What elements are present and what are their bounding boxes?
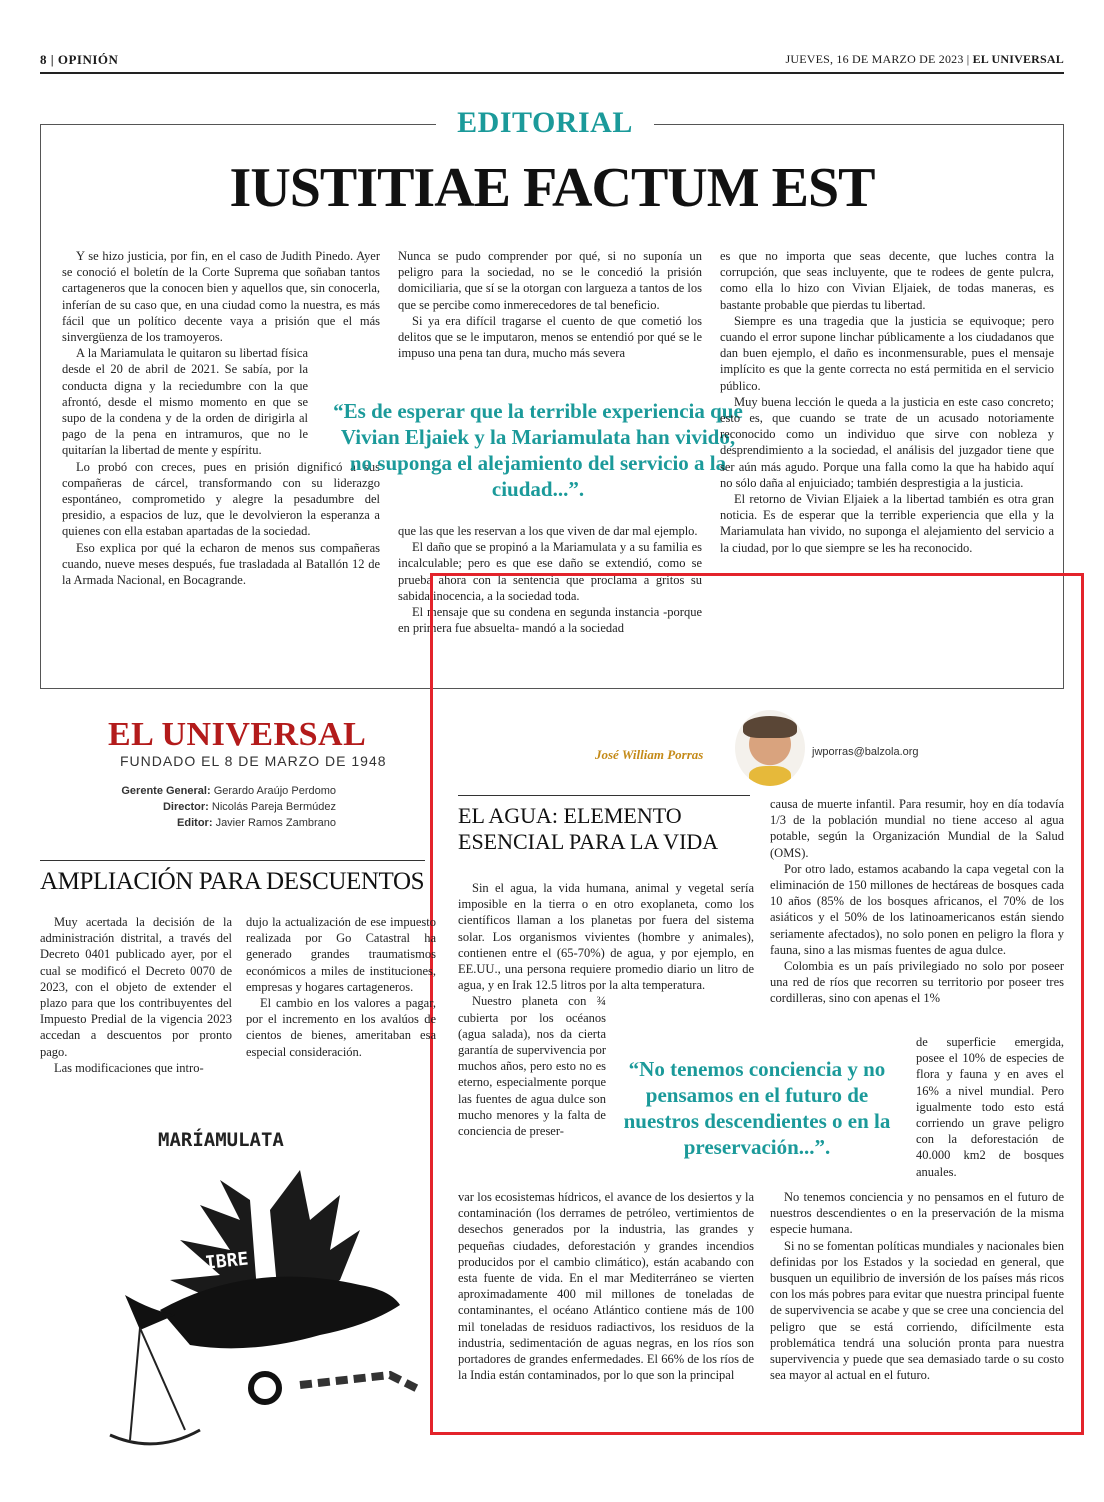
paragraph: es que no importa que seas decente, que luches contra la corrupción, que seas incluyente, que te rodees de gente pulcra, como ella lo hizo con Vivian Eljaiek, de todas maneras, es bastante probable que pierdas tu libertad. (720, 249, 1054, 312)
column-email: jwporras@balzola.org (812, 746, 919, 758)
scale-left-string (130, 1328, 140, 1440)
paragraph: Siempre es una tragedia que la justicia se equivoque; pero cuando el error supone linchar públicamente a los ciudadanos que dan buen ejemplo, el daño es inconmensurable, pues el mensaje implícito es que la gente correcta no está permitida en el servicio público. (720, 313, 1054, 393)
column-author: José William Porras (595, 747, 704, 762)
scale-pan (110, 1430, 200, 1444)
ampliacion-title: AMPLIACIÓN PARA DESCUENTOS (40, 868, 425, 895)
paragraph: Eso explica por qué la echaron de menos sus compañeras cuando, nueve meses después, fue trasladada al Batallón 12 de la Armada Nacional, en Bocagrande. (62, 540, 380, 588)
staff-line: Gerente General: Gerardo Araújo Perdomo (121, 785, 336, 797)
staff-line: Editor: Javier Ramos Zambrano (177, 817, 336, 829)
page-number: 8 (40, 52, 47, 67)
paragraph: El mensaje que su condena en segunda instancia -porque en primera fue absuelta- mandó a la sociedad (398, 605, 702, 636)
paragraph: Muy acertada la decisión de la administración distrital, a través del Decreto 0401 publicado ayer, por el cual se modificó el Decreto 0070 de 2023, con el objeto de extender el plazo para que los contribuyentes del Impuesto Predial de la vigencia 2023 accedan a descuentos por pronto pago. (40, 915, 232, 1059)
cartoon-caption: MARÍAMULATA (158, 1129, 284, 1151)
ampliacion-col2 (246, 914, 436, 1060)
issue-date: JUEVES, 16 DE MARZO DE 2023 | (785, 52, 970, 66)
paragraph: Nuestro planeta con ¾ cubierta por los océanos (agua salada), nos da cierta garantía de supervivencia por muchos años, pero esto no es eterno, especialmente porque las fuentes de agua dulce son mucho menores y la falta de conciencia de preser- (458, 994, 606, 1139)
column-title: EL AGUA: ELEMENTO ESENCIAL PARA LA VIDA (458, 803, 719, 854)
column-colB-mid (916, 1034, 1064, 1180)
editorial-label: EDITORIAL (457, 106, 633, 139)
author-photo (735, 710, 805, 786)
paragraph: No tenemos conciencia y no pensamos en el futuro de nuestros descendientes o en la preservación de la misma especie humana. (770, 1190, 1064, 1237)
paragraph: que las que les reservan a los que viven de dar mal ejemplo. (398, 524, 698, 538)
paragraph: El cambio en los valores a pagar, por el incremento en los avalúos de cientos de bienes, ameritaban esa especial consideración. (246, 996, 436, 1059)
paragraph: Muy buena lección le queda a la justicia en este caso concreto; esto es, que cuando se trate de un acusado notoriamente reconocido como un individuo que sirve con nobleza y desprendimiento a la sociedad, el análisis del juzgador tiene que ser aún más agudo. Porque una falla como la que ha habido aquí no sólo daña al enjuiciado; también desprestigia a la justicia. (720, 394, 1054, 490)
paragraph: Si ya era difícil tragarse el cuento de que cometió los delitos que se le imputaron, menos se entendió por qué se le impuso una pena tan dura, mucho más severa (398, 313, 702, 361)
broken-chain-link (251, 1374, 279, 1402)
column-colB-top (770, 796, 1064, 1007)
paragraph: A la Mariamulata le quitaron su libertad física desde el 20 de abril de 2021. Se sabía, por la conducta digna y la reciedumbre con la que afrontó, desde el mismo momento en que se supo de la condena y de la orden de dirigirla al pago de la pena en intramuros, que no le quitarían la libertad de mente y espíritu. (62, 346, 308, 458)
paragraph: Sin el agua, la vida humana, animal y vegetal sería imposible en la tierra o en otro exoplaneta, como los científicos llaman a los planetas por fuera del sistema solar. Los organismos vivientes (hombre y animales), contienen entre el (65-70%) de agua, y por ejemplo, en EE.UU., una persona requiere promedio diario un litro de agua, y en Irak 12.5 litros por la alta temperatura. (458, 881, 754, 993)
page-section-label (40, 52, 118, 68)
masthead-staff (40, 783, 336, 831)
column-colB-bottom (770, 1189, 1064, 1383)
column-colA-bottom (458, 1189, 754, 1383)
paragraph: var los ecosistemas hídricos, el avance de los desiertos y la contaminación (los derrames de petróleo, vertimientos de desechos generados por la industria, las grandes y pequeñas ciudades, deforestación y grandes incendios producidos por el cambio climático), están acabando con esta fuente de vida. En el mar Mediterráneo se vierten aproximadamente 400 mil millones de toneladas de contaminantes, el océano Atlántico contiene más de 100 mil toneladas de residuos radiactivos, los residuos de la industria, sedimentación de aguas negras, en los ríos son portadores de grandes enfermedades. El 66% de los ríos de la India están contaminados, por lo que son la principal (458, 1190, 754, 1383)
paragraph: El retorno de Vivian Eljaiek a la libertad también es otra gran noticia. Es de esperar que la terrible experiencia que ella y la Mariamulata han vivido, no suponga el alejamiento del servicio a la ciudad, por lo que siempre se les ha reconocido. (720, 492, 1054, 555)
shirt-shape (749, 766, 791, 786)
hair-shape (743, 716, 797, 738)
editorial-frame-top-left (40, 124, 436, 125)
paragraph: causa de muerte infantil. Para resumir, hoy en día todavía 1/3 de la población mundial no tiene acceso al agua potable, según la Organización Mundial de la Salud (OMS). (770, 797, 1064, 860)
column-title-rule (458, 795, 750, 796)
paragraph: Lo probó con creces, pues en prisión dignificó a sus compañeras de cárcel, transformando con su liderazgo espontáneo, comprometido y alegre la pesadumbre del presidio, a espacios de luz, que le devolvieron la esperanza a quienes con ella estaban apartadas de la sociedad. (62, 459, 380, 539)
editorial-title: IUSTITIAE FACTUM EST (229, 157, 875, 219)
section-name: | OPINIÓN (50, 52, 119, 67)
column-pull-quote: “No tenemos conciencia y no pensamos en el futuro de nuestros descendientes o en la preservación...”. (623, 1057, 891, 1159)
paper-name: EL UNIVERSAL (972, 52, 1064, 66)
paragraph: Nunca se pudo comprender por qué, si no suponía un peligro para la sociedad, no se le concedió la prisión domiciliaria, que sí se la otorgan con largueza a tantos de los que se percibe como inmerecedores de tal beneficio. (398, 249, 702, 312)
editorial-frame-top-right (654, 124, 1064, 125)
paragraph: Por otro lado, estamos acabando la capa vegetal con la eliminación de 150 millones de hectáreas de bosques cada 10 años (85% de los bosques africanos, el 70% de los asiáticos y el 50% de los latinoamericanos están siendo seriamente afectados), no solo ponen en peligro la flora y fauna, sino a las mismas fuentes de agua dulce. (770, 861, 1064, 957)
editorial-pull-quote: “Es de esperar que la terrible experiencia que Vivian Eljaiek y la Mariamulata han vivido, no suponga el alejamiento del servicio a la ciudad...”. (333, 399, 743, 501)
paragraph: Y se hizo justicia, por fin, en el caso de Judith Pinedo. Ayer se conoció el boletín de la Corte Suprema que soñaban tantos cartageneros que la conocen bien y aquellos que, sin conocerla, inferían de su caso que, en una ciudad como la nuestra, es más fácil que un político decente vaya a prisión que el más sinvergüenza de los tramoyeros. (62, 249, 380, 345)
header-rule (40, 72, 1064, 74)
paragraph: dujo la actualización de ese impuesto realizada por Go Catastral ha generado grandes traumatismos económicos a miles de instituciones, empresas y hogares cartageneros. (246, 915, 436, 994)
editorial-col3 (720, 248, 1054, 556)
ampliacion-col1 (40, 914, 232, 1076)
chain-shape (300, 1375, 420, 1390)
staff-line: Director: Nicolás Pareja Bermúdez (162, 801, 336, 813)
bird-label: LIBRE (193, 1248, 250, 1275)
editorial-col2-top (398, 248, 702, 361)
scale-right-string (140, 1328, 185, 1430)
paragraph: Si no se fomentan políticas mundiales y nacionales bien definidas por los Estados y la sociedad en general, que busquen un equilibrio de inversión de los países más ricos con los más pobres para evitar que nuestra principal fuente de supervivencia se acabe y que se cree una conciencia del peligro que se está corriendo, difícilmente esta problemática tendrá una solución pronta para nuestra supervivencia y puede que sea demasiado tarde o su costo sea mayor al actual en el futuro. (770, 1238, 1064, 1383)
paragraph: Las modificaciones que intro- (54, 1060, 204, 1075)
paragraph: de superficie emergida, posee el 10% de especies de flora y fauna y en aves el 16% a nivel mundial. Pero igualmente todo esto está corriendo un grave peligro con la deforestación de 40.000 km2 de bosques anuales. (916, 1035, 1064, 1179)
paragraph: Colombia es un país privilegiado no solo por poseer una red de ríos que recorren su territorio por poseer tres cordilleras, sino con apenas el 1% (770, 959, 1064, 1006)
section-rule (40, 860, 425, 861)
masthead-founded: FUNDADO EL 8 DE MARZO DE 1948 (120, 753, 387, 769)
masthead-logo: EL UNIVERSAL (108, 716, 367, 753)
cartoon-illustration (100, 1110, 430, 1480)
paragraph: El daño que se propinó a la Mariamulata y a su familia es incalculable; pero es que ese daño se extendió, como se prueba ahora con la sentencia que proclama a gritos su sabida inocencia, a la sociedad toda. (398, 540, 702, 603)
date-masthead (785, 52, 1064, 67)
